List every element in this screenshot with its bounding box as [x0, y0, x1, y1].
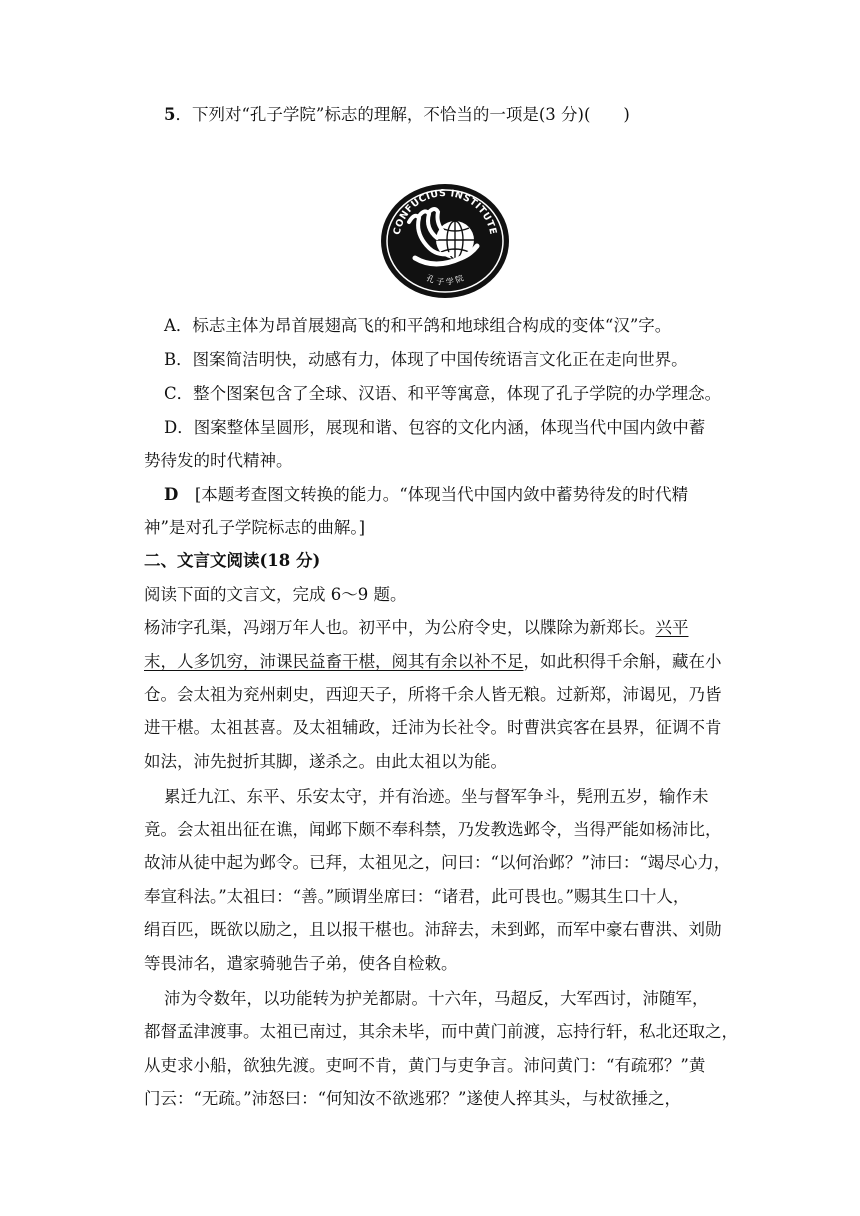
- question-text: ．下列对“孔子学院”标志的理解，不恰当的一项是(3 分)( ): [175, 105, 630, 124]
- option-c: C．整个图案包含了全球、汉语、和平等寓意，体现了孔子学院的办学理念。: [164, 384, 722, 403]
- option-d-continued: 势待发的时代精神。: [144, 451, 293, 470]
- confucius-institute-logo: [379, 182, 511, 300]
- passage-p1-line-1: [144, 620, 689, 637]
- passage-p1-line-3: 仓。会太祖为兖州刺史，西迎天子，所将千余人皆无粮。过新郑，沛谒见，乃皆: [144, 685, 722, 704]
- passage-p2-line-3: 故沛从徒中起为邺令。已拜，太祖见之，问曰：“以何治邺？”沛曰：“竭尽心力，: [144, 853, 731, 872]
- answer-line-2: 神”是对孔子学院标志的曲解。]: [144, 518, 366, 537]
- passage-p3-line-2: 都督孟津渡事。太祖已南过，其余未毕，而中黄门前渡，忘持行轩，私北还取之，: [144, 1022, 738, 1041]
- passage-text: 杨沛字孔渠，冯翊万年人也。初平中，为公府令史，以牒除为新郑长。: [144, 618, 656, 637]
- question-5: [164, 107, 630, 124]
- passage-p3-line-1: 沛为令数年，以功能转为护羌都尉。十六年，马超反，大军西讨，沛随军，: [164, 989, 709, 1008]
- section-title: 二、文言文阅读(18 分): [144, 551, 321, 570]
- passage-p2-line-6: 等畏沛名，遣家骑驰告子弟，使各自检敕。: [144, 954, 458, 973]
- passage-p1-line-2: [144, 654, 722, 671]
- passage-text: ，如此积得千余斛，藏在小: [523, 652, 722, 671]
- answer-explanation: [本题考查图文转换的能力。“体现当代中国内敛中蓄势待发的时代精: [178, 485, 689, 504]
- logo-ring-text-bottom: 孔 子 学 院: [425, 273, 465, 287]
- underlined-text: 兴平: [655, 618, 689, 637]
- option-b: B．图案简洁明快，动感有力，体现了中国传统语言文化正在走向世界。: [164, 350, 688, 369]
- passage-p2-line-4: 奉宣科法。”太祖曰：“善。”顾谓坐席曰：“诸君，此可畏也。”赐其生口十人，: [144, 887, 690, 906]
- option-d: D．图案整体呈圆形，展现和谐、包容的文化内涵，体现当代中国内敛中蓄: [164, 418, 706, 437]
- logo-ring-text-top: CONFUCIUS INSTITUTE: [391, 187, 499, 236]
- question-number: 5: [164, 105, 176, 124]
- underlined-text: 末，人多饥穷，沛课民益畜干椹，阅其有余以补不足: [144, 652, 524, 671]
- section-instruction: 阅读下面的文言文，完成 6～9 题。: [144, 585, 407, 604]
- passage-p3-line-3: 从吏求小船，欲独先渡。吏呵不肯，黄门与吏争言。沛问黄门：“有疏邪？”黄: [144, 1056, 706, 1075]
- answer-letter: D: [164, 485, 179, 504]
- passage-p2-line-1: 累迁九江、东平、乐安太守，并有治迹。坐与督军争斗，髡刑五岁，输作未: [164, 787, 709, 806]
- passage-p3-line-4: 门云：“无疏。”沛怒曰：“何知汝不欲逃邪？”遂使人捽其头，与杖欲捶之，: [144, 1089, 681, 1108]
- passage-p2-line-2: 竟。会太祖出征在谯，闻邺下颇不奉科禁，乃发教选邺令，当得严能如杨沛比，: [144, 820, 722, 839]
- passage-p1-line-4: 进干椹。太祖甚喜。及太祖辅政，迁沛为长社令。时曹洪宾客在县界，征调不肯: [144, 718, 722, 737]
- option-a: A．标志主体为昂首展翅高飞的和平鸽和地球组合构成的变体“汉”字。: [164, 316, 672, 335]
- passage-p1-line-5: 如法，沛先挝折其脚，遂杀之。由此太祖以为能。: [144, 752, 507, 771]
- passage-p2-line-5: 绢百匹，既欲以励之，且以报干椹也。沛辞去，未到邺，而军中豪右曹洪、刘勋: [144, 920, 722, 939]
- answer-line-1: [164, 487, 688, 504]
